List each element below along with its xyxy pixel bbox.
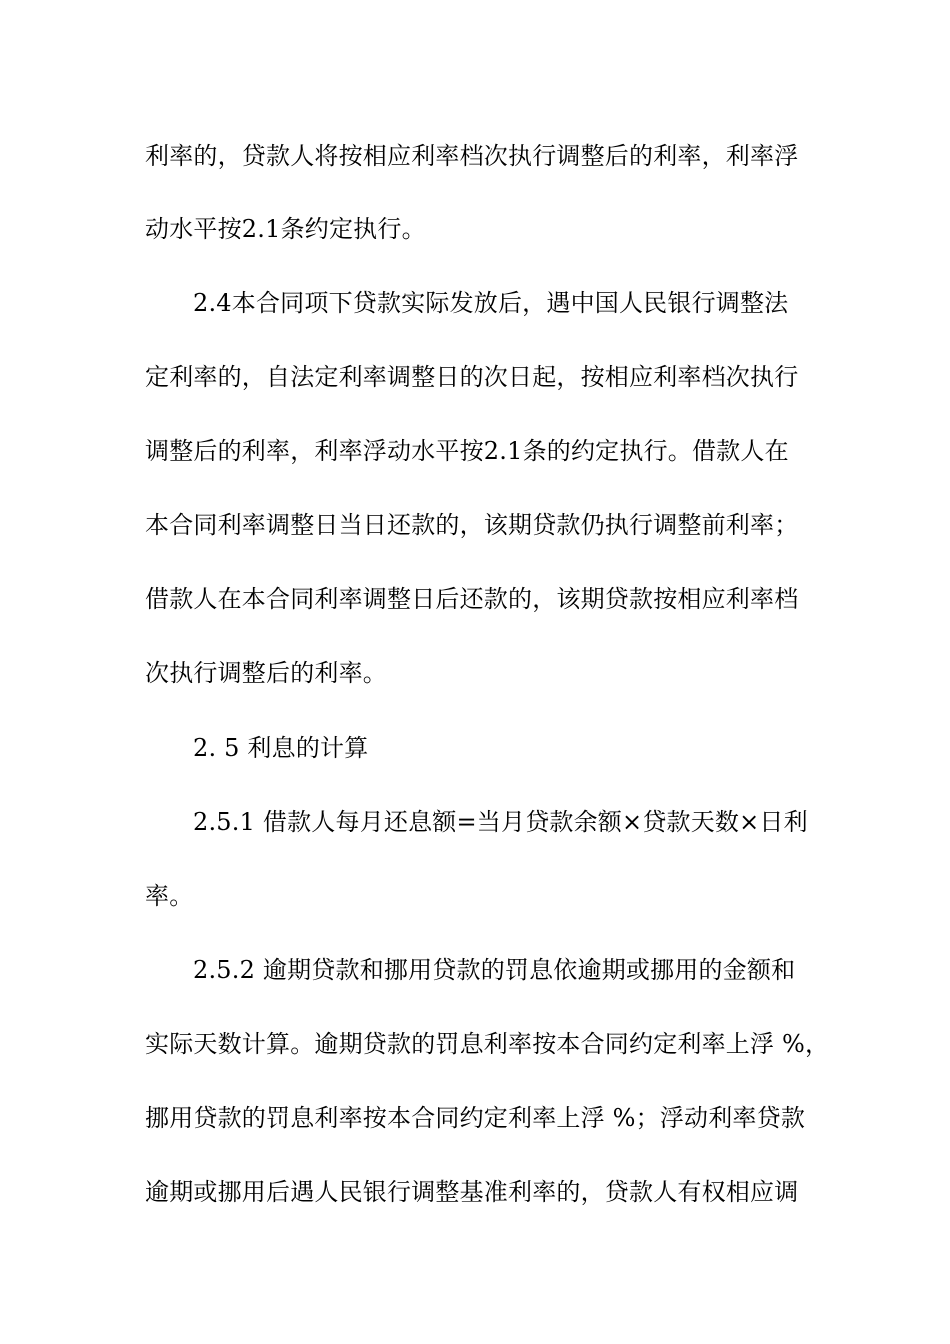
text-line: 定利率的，自法定利率调整日的次日起，按相应利率档次执行 [145,363,799,391]
text-line: 动水平按2.1条约定执行。 [145,215,426,243]
section-heading-2-5: 2. 5 利息的计算 [193,734,369,762]
text-line: 逾期或挪用后遇人民银行调整基准利率的，贷款人有权相应调 [145,1178,799,1206]
text-line: 借款人在本合同利率调整日后还款的，该期贷款按相应利率档 [145,585,799,613]
text-line: 调整后的利率，利率浮动水平按2.1条的约定执行。借款人在 [145,437,789,465]
text-line: 率。 [145,882,194,910]
paragraph-2-5-2-start: 2.5.2 逾期贷款和挪用贷款的罚息依逾期或挪用的金额和 [193,956,796,984]
text-line: 实际天数计算。逾期贷款的罚息利率按本合同约定利率上浮 %， [145,1030,830,1058]
text-line: 挪用贷款的罚息利率按本合同约定利率上浮 %；浮动利率贷款 [145,1104,806,1132]
text-line: 次执行调整后的利率。 [145,659,387,687]
text-line: 本合同利率调整日当日还款的，该期贷款仍执行调整前利率； [145,511,799,539]
paragraph-2-4-start: 2.4本合同项下贷款实际发放后，遇中国人民银行调整法 [193,289,789,317]
text-line: 利率的，贷款人将按相应利率档次执行调整后的利率，利率浮 [145,142,799,170]
paragraph-2-5-1-start: 2.5.1 借款人每月还息额=当月贷款余额×贷款天数×日利 [193,808,808,836]
